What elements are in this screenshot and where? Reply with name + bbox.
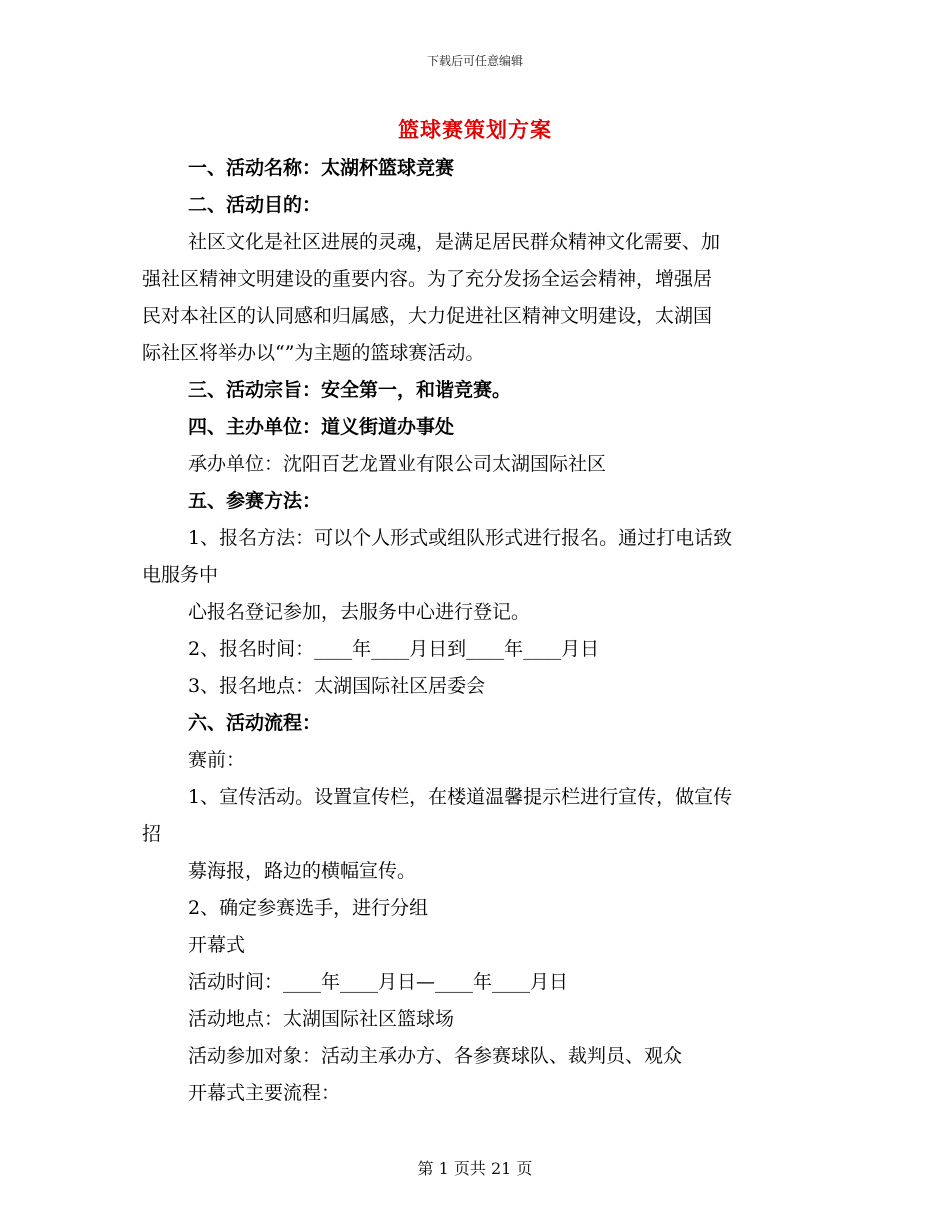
section-heading: 五、参赛方法：: [188, 490, 322, 512]
page-footer: 第 1 页共 21 页: [417, 1159, 533, 1178]
paragraph-line: 活动地点：太湖国际社区篮球场: [188, 1008, 455, 1030]
section-heading: 一、活动名称：太湖杯篮球竞赛: [188, 157, 455, 179]
section-heading: 四、主办单位：道义街道办事处: [188, 416, 455, 438]
section-heading: 六、活动流程：: [188, 712, 322, 734]
paragraph-line: 赛前：: [188, 749, 246, 771]
paragraph-line: 活动时间：____年____月日—____年____月日: [188, 971, 569, 993]
paragraph-line: 1、宣传活动。设置宣传栏，在楼道温馨提示栏进行宣传，做宣传: [188, 786, 733, 808]
paragraph-line: 电服务中: [142, 564, 219, 586]
paragraph-line: 心报名登记参加，去服务中心进行登记。: [188, 601, 531, 623]
paragraph-line: 2、报名时间：____年____月日到____年____月日: [188, 638, 600, 660]
paragraph-line: 活动参加对象：活动主承办方、各参赛球队、裁判员、观众: [188, 1045, 683, 1067]
paragraph-line: 开幕式主要流程：: [188, 1082, 341, 1104]
section-heading: 三、活动宗旨：安全第一，和谐竞赛。: [188, 379, 512, 401]
document-title: 篮球赛策划方案: [398, 117, 552, 142]
paragraph-line: 募海报，路边的横幅宣传。: [188, 860, 417, 882]
paragraph-line: 承办单位：沈阳百艺龙置业有限公司太湖国际社区: [188, 453, 607, 475]
page-header-note: 下载后可任意编辑: [426, 54, 523, 68]
paragraph-line: 1、报名方法：可以个人形式或组队形式进行报名。通过打电话致: [188, 527, 733, 549]
paragraph-line: 招: [142, 823, 162, 845]
document-body: [142, 150, 822, 1112]
paragraph-line: 民对本社区的认同感和归属感，大力促进社区精神文明建设，太湖国: [142, 305, 713, 327]
section-heading: 二、活动目的：: [188, 194, 322, 216]
paragraph-line: 社区文化是社区进展的灵魂，是满足居民群众精神文化需要、加: [188, 231, 721, 253]
paragraph-line: 2、确定参赛选手，进行分组: [188, 897, 429, 919]
paragraph-line: 3、报名地点：太湖国际社区居委会: [188, 675, 486, 697]
paragraph-line: 强社区精神文明建设的重要内容。为了充分发扬全运会精神，增强居: [142, 268, 713, 290]
paragraph-line: 开幕式: [188, 934, 246, 956]
paragraph-line: 际社区将举办以“”为主题的篮球赛活动。: [142, 342, 485, 364]
